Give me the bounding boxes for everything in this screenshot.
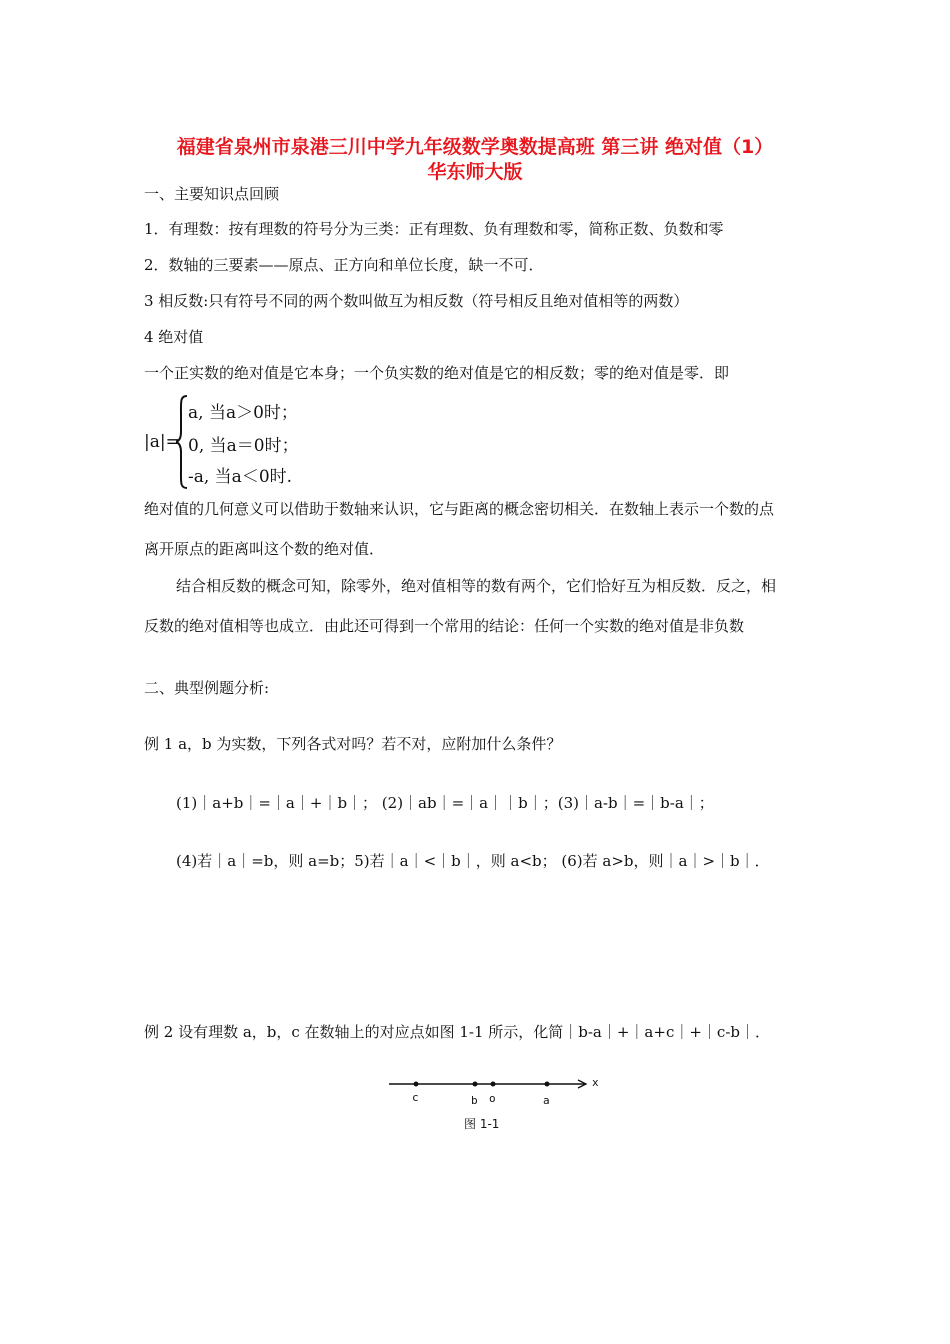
item-absolute-value: 4 绝对值 — [144, 328, 204, 346]
document-title-line2: 华东师大版 — [427, 161, 523, 183]
item-opposite-numbers: 3 相反数:只有符号不同的两个数叫做互为相反数（符号相反且绝对值相等的两数） — [144, 292, 689, 310]
piecewise-lhs: |a|= — [144, 432, 180, 452]
piecewise-case-zero: 0, 当a＝0时； — [188, 436, 299, 456]
conclusion-line1: 结合相反数的概念可知，除零外，绝对值相等的数有两个，它们恰好互为相反数．反之，相 — [176, 577, 777, 595]
piecewise-definition — [144, 394, 344, 490]
origin-marker — [491, 1082, 496, 1087]
point-c-marker — [414, 1082, 419, 1087]
conclusion-line2: 反数的绝对值相等也成立．由此还可得到一个常用的结论：任何一个实数的绝对值是非负数 — [144, 617, 745, 635]
example1-items-line1: (1)｜a+b｜=｜a｜+｜b｜； (2)｜ab｜=｜a｜｜b｜；(3)｜a-b｜=｜b-a｜； — [176, 794, 714, 812]
point-b-marker — [473, 1082, 478, 1087]
number-line-figure — [385, 1072, 615, 1132]
piecewise-case-negative: -a, 当a＜0时. — [188, 467, 293, 487]
label-c: c — [412, 1091, 419, 1104]
geometric-meaning-line2: 离开原点的距离叫这个数的绝对值． — [144, 540, 385, 558]
document-title-line1: 福建省泉州市泉港三川中学九年级数学奥数提高班 第三讲 绝对值（1） — [176, 136, 774, 158]
example1-items-line2: (4)若｜a｜=b，则 a=b；5)若｜a｜<｜b｜，则 a<b； (6)若 a>b，则｜a｜>｜b｜． — [176, 852, 770, 870]
geometric-meaning-line1: 绝对值的几何意义可以借助于数轴来认识，它与距离的概念密切相关．在数轴上表示一个数的点 — [144, 500, 775, 518]
section2-heading: 二、典型例题分析: — [144, 679, 270, 697]
label-b: b — [471, 1094, 478, 1107]
section1-heading: 一、主要知识点回顾 — [144, 185, 280, 203]
example2-text: 例 2 设有理数 a，b，c 在数轴上的对应点如图 1-1 所示，化简｜b-a｜+｜a+c｜+｜c-b｜． — [144, 1023, 770, 1041]
item-rational-numbers: 1．有理数：按有理数的符号分为三类：正有理数、负有理数和零，简称正数、负数和零 — [144, 220, 724, 238]
absolute-value-definition: 一个正实数的绝对值是它本身；一个负实数的绝对值是它的相反数；零的绝对值是零．即 — [144, 364, 730, 382]
curly-brace-icon — [176, 394, 188, 490]
point-a-marker — [545, 1082, 550, 1087]
item-number-line: 2．数轴的三要素——原点、正方向和单位长度，缺一不可． — [144, 256, 544, 274]
piecewise-case-positive: a, 当a＞0时； — [188, 403, 298, 423]
label-x: x — [592, 1076, 599, 1089]
label-o: o — [489, 1092, 496, 1105]
label-a: a — [543, 1094, 550, 1107]
figure-caption: 图 1-1 — [464, 1117, 500, 1131]
example1-intro: 例 1 a，b 为实数，下列各式对吗？若不对，应附加什么条件？ — [144, 735, 562, 753]
